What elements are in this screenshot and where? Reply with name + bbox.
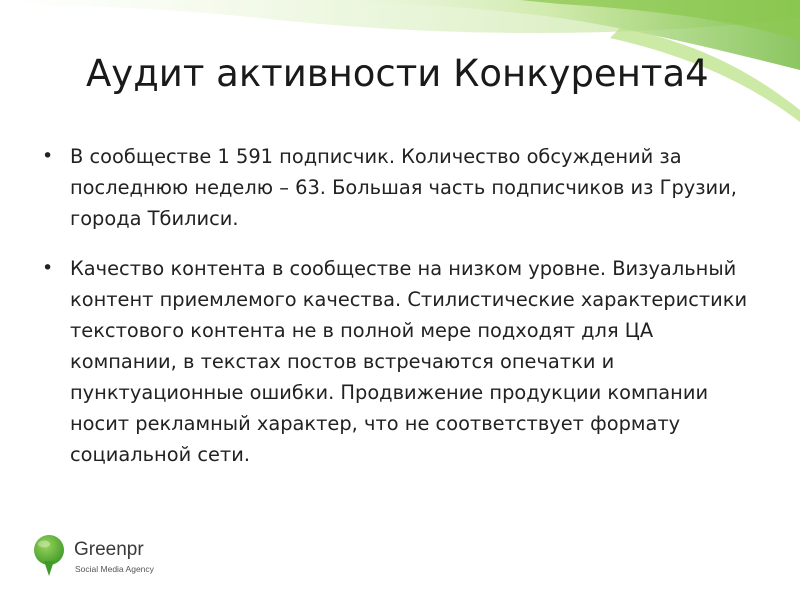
bullet-item-audience [40,141,760,234]
slide-title: Аудит активности Конкурента4 [86,52,709,95]
logo-name: Greenpr [74,539,144,560]
bullet-text: В сообществе 1 591 подписчик. Количество обсуждений за последнюю неделю – 63. Большая часть подписчиков из Грузии, города Тбилиси. [70,145,737,230]
greenpr-logo [32,534,202,582]
bullet-dot-icon: • [42,257,54,279]
logo-tagline: Social Media Agency [75,564,154,574]
bullet-list [40,141,760,470]
bullet-text: Качество контента в сообществе на низком уровне. Визуальный контент приемлемого качества. Стилистические характеристики текстового контента не в полной мере подходят для ЦА компании, в текстах постов встречаются опечатки и пунктуационные ошибки. Продвижение продукции компании носит рекламный характер, что не соответствует формату социальной сети. [70,257,748,466]
bullet-dot-icon: • [42,145,54,167]
green-pin-icon [32,534,66,582]
bullet-item-content-quality [40,253,760,470]
